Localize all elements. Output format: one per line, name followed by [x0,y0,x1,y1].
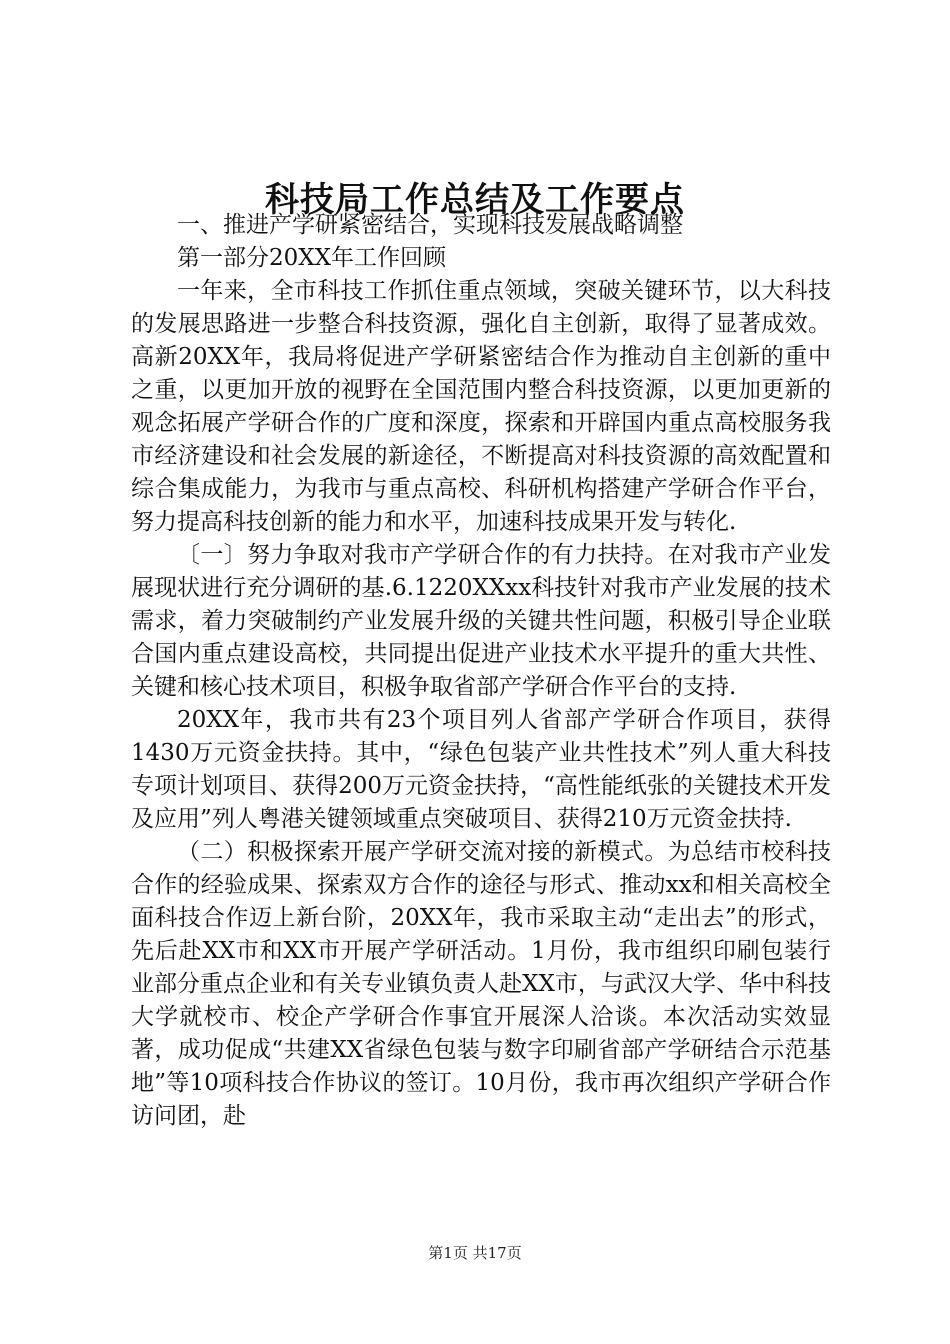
paragraph: （二）积极探索开展产学研交流对接的新模式。为总结市校科技合作的经验成果、探索双方合作的途径与形式、推动xx和相关高校全面科技合作迈上新台阶，20XX年，我市采取主动“走出去”的形式，先后赴XX市和XX市开展产学研活动。1月份，我市组织印刷包装行业部分重点企业和有关专业镇负责人赴XX市，与武汉大学、华中科技大学就校市、校企产学研合作事宜开展深人洽谈。本次活动实效显著，成功促成“共建XX省绿色包装与数字印刷省部产学研结合示范基地”等10项科技合作协议的签订。10月份，我市再次组织产学研合作访问团，赴 [131,839,831,1129]
document-body [131,209,831,1133]
paragraph: 〔一〕努力争取对我市产学研合作的有力扶持。在对我市产业发展现状进行充分调研的基.6.1220XXxx科技针对我市产业发展的技术需求，着力突破制约产业发展升级的关键共性问题，积极引导企业联合国内重点建设高校，共同提出促进产业技术水平提升的重大共性、关键和核心技术项目，积极争取省部产学研合作平台的支持. [131,542,831,700]
paragraph: 20XX年，我市共有23个项目列人省部产学研合作项目，获得1430万元资金扶持。其中，“绿色包装产业共性技术”列人重大科技专项计划项目、获得200万元资金扶持，“高性能纸张的关键技术开发及应用”列人粤港关键领域重点突破项目、获得210万元资金扶持. [131,707,831,832]
subsection-heading: 第一部分20XX年工作回顾 [177,245,447,271]
paragraph: 一年来，全市科技工作抓住重点领域，突破关键环节，以大科技的发展思路进一步整合科技资源，强化自主创新，取得了显著成效。高新20XX年，我局将促进产学研紧密结合作为推动自主创新的重中之重，以更加开放的视野在全国范围内整合科技资源，以更加更新的观念拓展产学研合作的广度和深度，探索和开辟国内重点高校服务我市经济建设和社会发展的新途径，不断提高对科技资源的高效配置和综合集成能力，为我市与重点高校、科研机构搭建产学研合作平台，努力提高科技创新的能力和水平，加速科技成果开发与转化. [131,278,831,535]
section-heading: 一、推进产学研紧密结合，实现科技发展战略调整 [177,212,683,238]
document-title: 科技局工作总结及工作要点 [265,180,685,220]
page-footer: 第1页 共17页 [428,1244,522,1262]
